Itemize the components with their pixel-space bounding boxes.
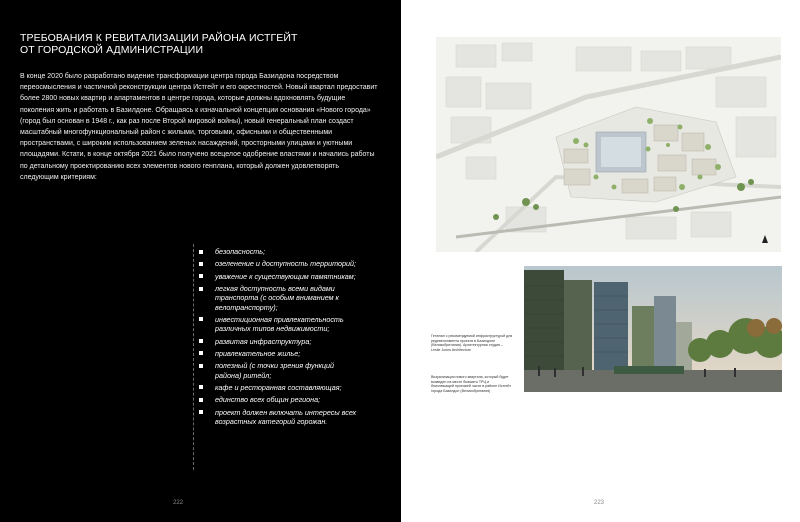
intro-paragraph: В конце 2020 было разработано видение трансформации центра города Базилдона посредством переосмысления и частичной реконструкции центра Истгейт и его окрестностей. Новый квартал предоставит более 2800 новых квартир и апартаментов в центре города, которые должны вдохновлять будущие поколения жить и работать в Базилдоне. Обращаясь к изначальной концепции основания «Нового города» (город был основан в 1948 г., как раз после Второй мировой войны), новый генеральный план создаст масштабный многофункциональный район с жилыми, торговыми, офисными и общественными пространствами, с широким использованием зеленых насаждений, просторными улицами и уютными площадями. Кстати, в конце октября 2021 было получено всецелое одобрение властями и начались работы по детальному проектированию всех элементов нового генплана, который должен удовлетворять следующим критериям: bbox=[20, 73, 378, 181]
square-bullet-icon bbox=[199, 317, 203, 321]
visualization-caption: Визуализация нового квартала, который будет возведен на месте бывшего ТРЦ и близлежащей проезжей части в районе Истгейт города Базилдон (Великобритания) bbox=[431, 375, 512, 393]
criteria-item-text: единство всех общин региона; bbox=[215, 395, 321, 405]
criteria-item-text: безопасность; bbox=[215, 247, 266, 256]
square-bullet-icon bbox=[199, 364, 203, 368]
criteria-item-text: озеленение и доступность территорий; bbox=[215, 259, 357, 269]
square-bullet-icon bbox=[199, 274, 203, 278]
square-bullet-icon bbox=[199, 351, 203, 355]
masterplan-aerial-map-graphic bbox=[436, 37, 781, 252]
criteria-item-text: кафе и ресторанная составляющая; bbox=[215, 382, 342, 392]
district-visualization-graphic bbox=[524, 266, 782, 392]
square-bullet-icon bbox=[199, 250, 203, 254]
criteria-item-text: полезный (с точки зрения функций района) ритейл; bbox=[215, 361, 335, 380]
page-title-line-1: ТРЕБОВАНИЯ К РЕВИТАЛИЗАЦИИ РАЙОНА ИСТГЕЙТ bbox=[20, 32, 298, 44]
square-bullet-icon bbox=[199, 262, 203, 266]
masterplan-aerial-map bbox=[436, 37, 781, 252]
criteria-item bbox=[199, 395, 359, 404]
criteria-item bbox=[199, 272, 359, 281]
criteria-item-text: развитая инфраструктура; bbox=[215, 336, 312, 346]
criteria-item-text: привлекательное жилье; bbox=[215, 348, 301, 358]
district-visualization-render bbox=[524, 266, 782, 392]
criteria-item-text: легкая доступность всеми видами транспорта (с особым вниманием к велотранспорту); bbox=[215, 284, 339, 312]
criteria-item bbox=[199, 408, 359, 426]
page-number-left: 222 bbox=[173, 500, 184, 506]
masterplan-caption: Генплан с рекомендуемой инфраструктурой для редевелопмента проекта в Базилдоне (Великобритания). Архитектурная студия – Leslie Jones Architecture bbox=[431, 334, 513, 352]
square-bullet-icon bbox=[199, 385, 203, 389]
right-page bbox=[401, 0, 800, 522]
criteria-item-text: инвестиционная привлекательность различных типов недвижимости; bbox=[215, 314, 344, 334]
criteria-divider-line bbox=[193, 244, 195, 470]
square-bullet-icon bbox=[199, 339, 203, 343]
criteria-item-text: уважение к существующим памятникам; bbox=[215, 271, 356, 281]
criteria-item bbox=[199, 337, 359, 346]
page-title-line-2: ОТ ГОРОДСКОЙ АДМИНИСТРАЦИИ bbox=[20, 43, 204, 56]
criteria-item bbox=[199, 315, 359, 333]
criteria-item-text: проект должен включать интересы всех возрастных категорий горожан. bbox=[215, 407, 357, 426]
criteria-item bbox=[199, 247, 359, 256]
square-bullet-icon bbox=[199, 398, 203, 402]
square-bullet-icon bbox=[199, 410, 203, 414]
criteria-item bbox=[199, 284, 359, 312]
criteria-item bbox=[199, 349, 359, 358]
criteria-item bbox=[199, 361, 359, 379]
square-bullet-icon bbox=[199, 287, 203, 291]
criteria-item bbox=[199, 259, 359, 268]
criteria-item bbox=[199, 383, 359, 392]
page-number-right: 223 bbox=[594, 500, 605, 506]
page-title bbox=[20, 33, 320, 56]
criteria-list bbox=[199, 247, 359, 429]
